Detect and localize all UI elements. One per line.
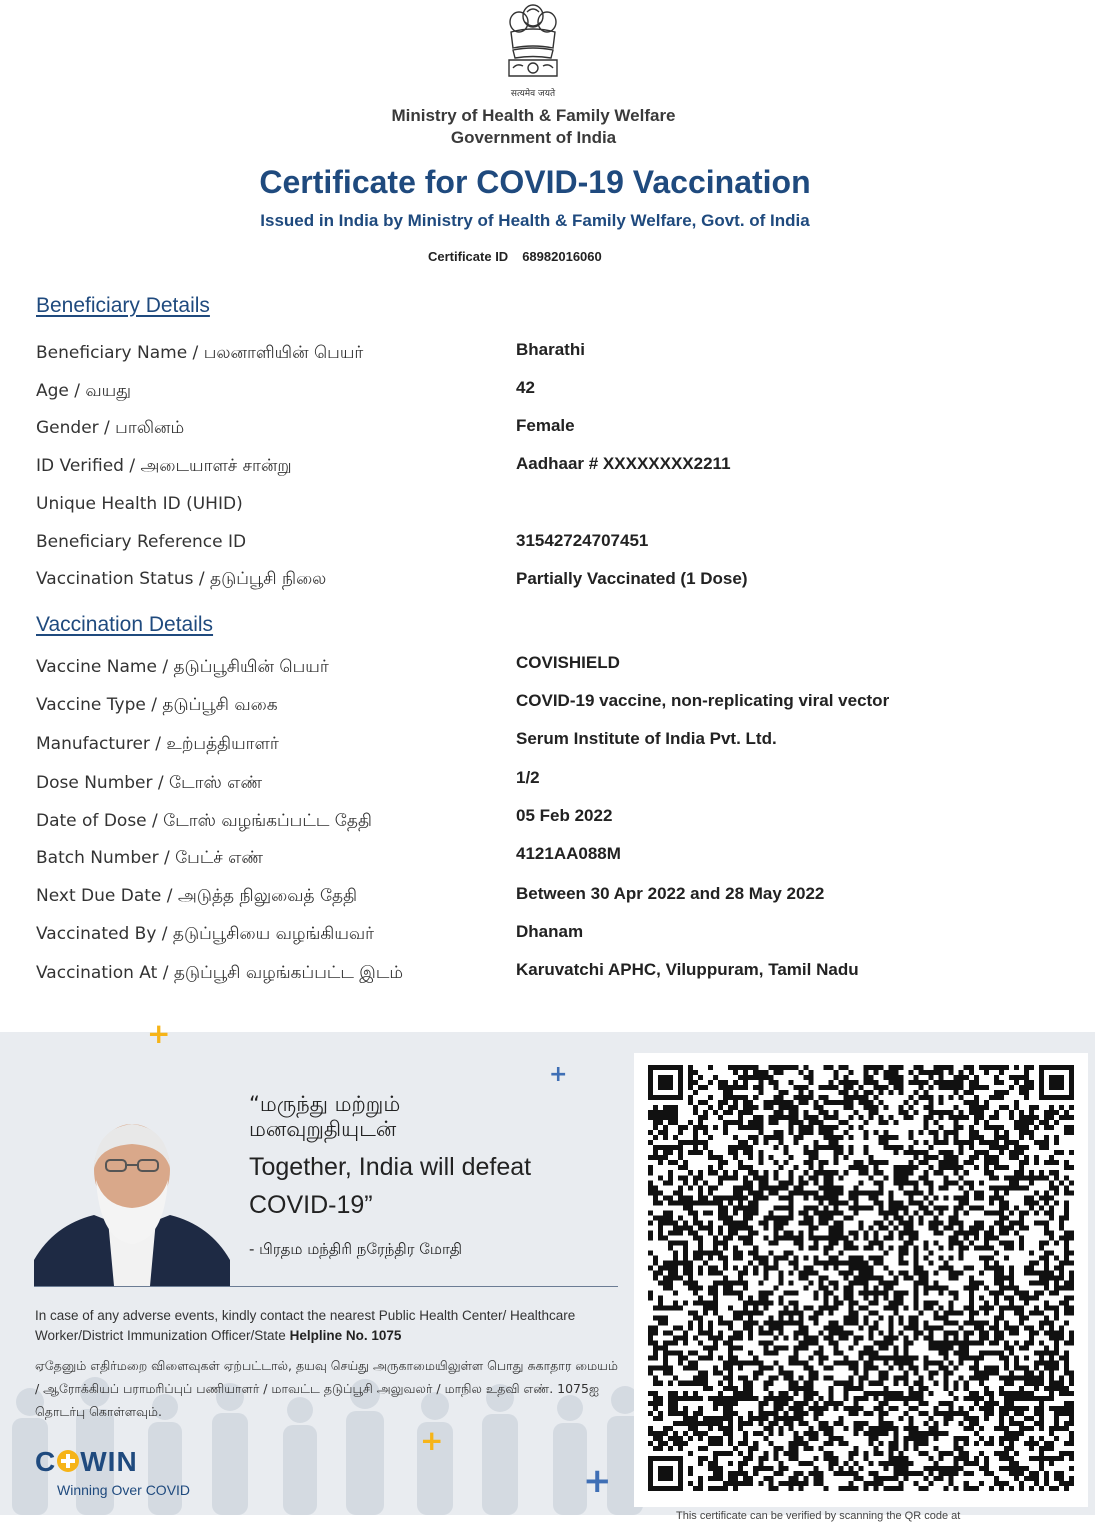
gender-label: Gender / பாலினம் — [36, 418, 185, 438]
batch-number-label: Batch Number / பேட்ச் எண் — [36, 848, 264, 868]
vaccination-status-label: Vaccination Status / தடுப்பூசி நிலை — [36, 569, 327, 589]
dose-number-label: Dose Number / டோஸ் எண் — [36, 773, 263, 793]
certificate-title: Certificate for COVID-19 Vaccination — [259, 164, 811, 200]
batch-number-value: 4121AA088M — [516, 844, 621, 863]
reference-id-label: Beneficiary Reference ID — [36, 532, 247, 552]
verification-note: This certificate can be verified by scanning the QR code at — [676, 1510, 961, 1522]
vaccine-name-value: COVISHIELD — [516, 653, 620, 672]
advisory-english-text: In case of any adverse events, kindly contact the nearest Public Health Center/ Healthcare Worker/District Immunization Officer/State — [35, 1308, 576, 1343]
beneficiary-name-value: Bharathi — [516, 340, 585, 359]
cowin-logo — [35, 1446, 138, 1478]
vaccine-type-label: Vaccine Type / தடுப்பூசி வகை — [36, 695, 278, 715]
id-verified-label: ID Verified / அடையாளச் சான்று — [36, 456, 292, 476]
quote-tamil-line2: மனவுறுதியுடன் — [249, 1117, 397, 1141]
next-due-date-value: Between 30 Apr 2022 and 28 May 2022 — [516, 884, 825, 903]
cowin-tagline: Winning Over COVID — [57, 1482, 191, 1498]
prime-minister-photo — [34, 1110, 230, 1286]
vaccination-details-heading: Vaccination Details — [36, 613, 214, 636]
manufacturer-label: Manufacturer / உற்பத்தியாளர் — [36, 734, 279, 754]
certificate-id-value: 68982016060 — [522, 249, 602, 264]
qr-code-icon — [648, 1065, 1074, 1491]
reference-id-value: 31542724707451 — [516, 531, 649, 550]
vaccination-at-value: Karuvatchi APHC, Viluppuram, Tamil Nadu — [516, 960, 859, 979]
government-name: Government of India — [450, 128, 617, 147]
cowin-logo-rest: WIN — [80, 1446, 138, 1477]
vaccinated-by-label: Vaccinated By / தடுப்பூசியை வழங்கியவர் — [36, 924, 375, 944]
quote-english: Together, India will defeat COVID-19” — [249, 1153, 532, 1219]
decorative-plus-icon: + — [420, 1424, 444, 1457]
certificate-id-label: Certificate ID — [428, 249, 509, 264]
quote-tamil-line1: “மருந்து மற்றும் — [249, 1092, 401, 1116]
dose-number-value: 1/2 — [516, 768, 540, 787]
decorative-plus-icon: + — [583, 1461, 612, 1501]
id-verified-value: Aadhaar # XXXXXXXX2211 — [516, 454, 731, 473]
cowin-plus-icon — [57, 1450, 79, 1472]
next-due-date-label: Next Due Date / அடுத்த நிலுவைத் தேதி — [36, 886, 358, 906]
vaccination-at-label: Vaccination At / தடுப்பூசி வழங்கப்பட்ட இடம் — [36, 963, 404, 983]
date-of-dose-label: Date of Dose / டோஸ் வழங்கப்பட்ட தேதி — [36, 811, 372, 831]
uhid-label: Unique Health ID (UHID) — [36, 494, 243, 514]
cowin-logo-c: C — [35, 1446, 57, 1477]
certificate-subtitle: Issued in India by Ministry of Health & Family Welfare, Govt. of India — [260, 211, 810, 230]
vaccinated-by-value: Dhanam — [516, 922, 584, 941]
beneficiary-details-heading: Beneficiary Details — [36, 294, 210, 317]
date-of-dose-value: 05 Feb 2022 — [516, 806, 613, 825]
beneficiary-name-label: Beneficiary Name / பலனாளியின் பெயர் — [36, 343, 364, 363]
footer-panel — [0, 1017, 1095, 1522]
national-emblem-icon — [497, 0, 569, 100]
ministry-name: Ministry of Health & Family Welfare — [391, 106, 676, 125]
quote-tamil — [249, 1092, 549, 1142]
age-label: Age / வயது — [36, 381, 132, 401]
advisory-english — [35, 1306, 625, 1346]
qr-code-panel — [634, 1053, 1088, 1507]
vaccination-status-value: Partially Vaccinated (1 Dose) — [516, 569, 748, 588]
age-value: 42 — [516, 378, 535, 397]
quote-attribution: - பிரதம மந்திரி நரேந்திர மோதி — [249, 1240, 463, 1258]
certificate-id — [428, 249, 602, 264]
advisory-tamil: ஏதேனும் எதிர்மறை விளைவுகள் ஏற்பட்டால், தயவு செய்து அருகாமையிலுள்ள பொது சுகாதார மையம் / ஆரோக்கியப் பராமரிப்புப் பணியாளர் / மாவட்ட தடுப்பூசி அலுவலர் / மாநில உதவி எண். 1075ஐ தொடர்பு கொள்ளவும். — [35, 1358, 618, 1419]
decorative-plus-icon: + — [549, 1062, 568, 1087]
divider — [34, 1286, 618, 1287]
decorative-plus-icon: + — [147, 1017, 171, 1050]
manufacturer-value: Serum Institute of India Pvt. Ltd. — [516, 729, 777, 748]
vaccine-type-value: COVID-19 vaccine, non-replicating viral vector — [516, 691, 890, 710]
gender-value: Female — [516, 416, 575, 435]
emblem-motto: सत्यमेव जयते — [510, 89, 556, 99]
helpline-number: Helpline No. 1075 — [289, 1328, 402, 1343]
vaccine-name-label: Vaccine Name / தடுப்பூசியின் பெயர் — [36, 657, 329, 677]
